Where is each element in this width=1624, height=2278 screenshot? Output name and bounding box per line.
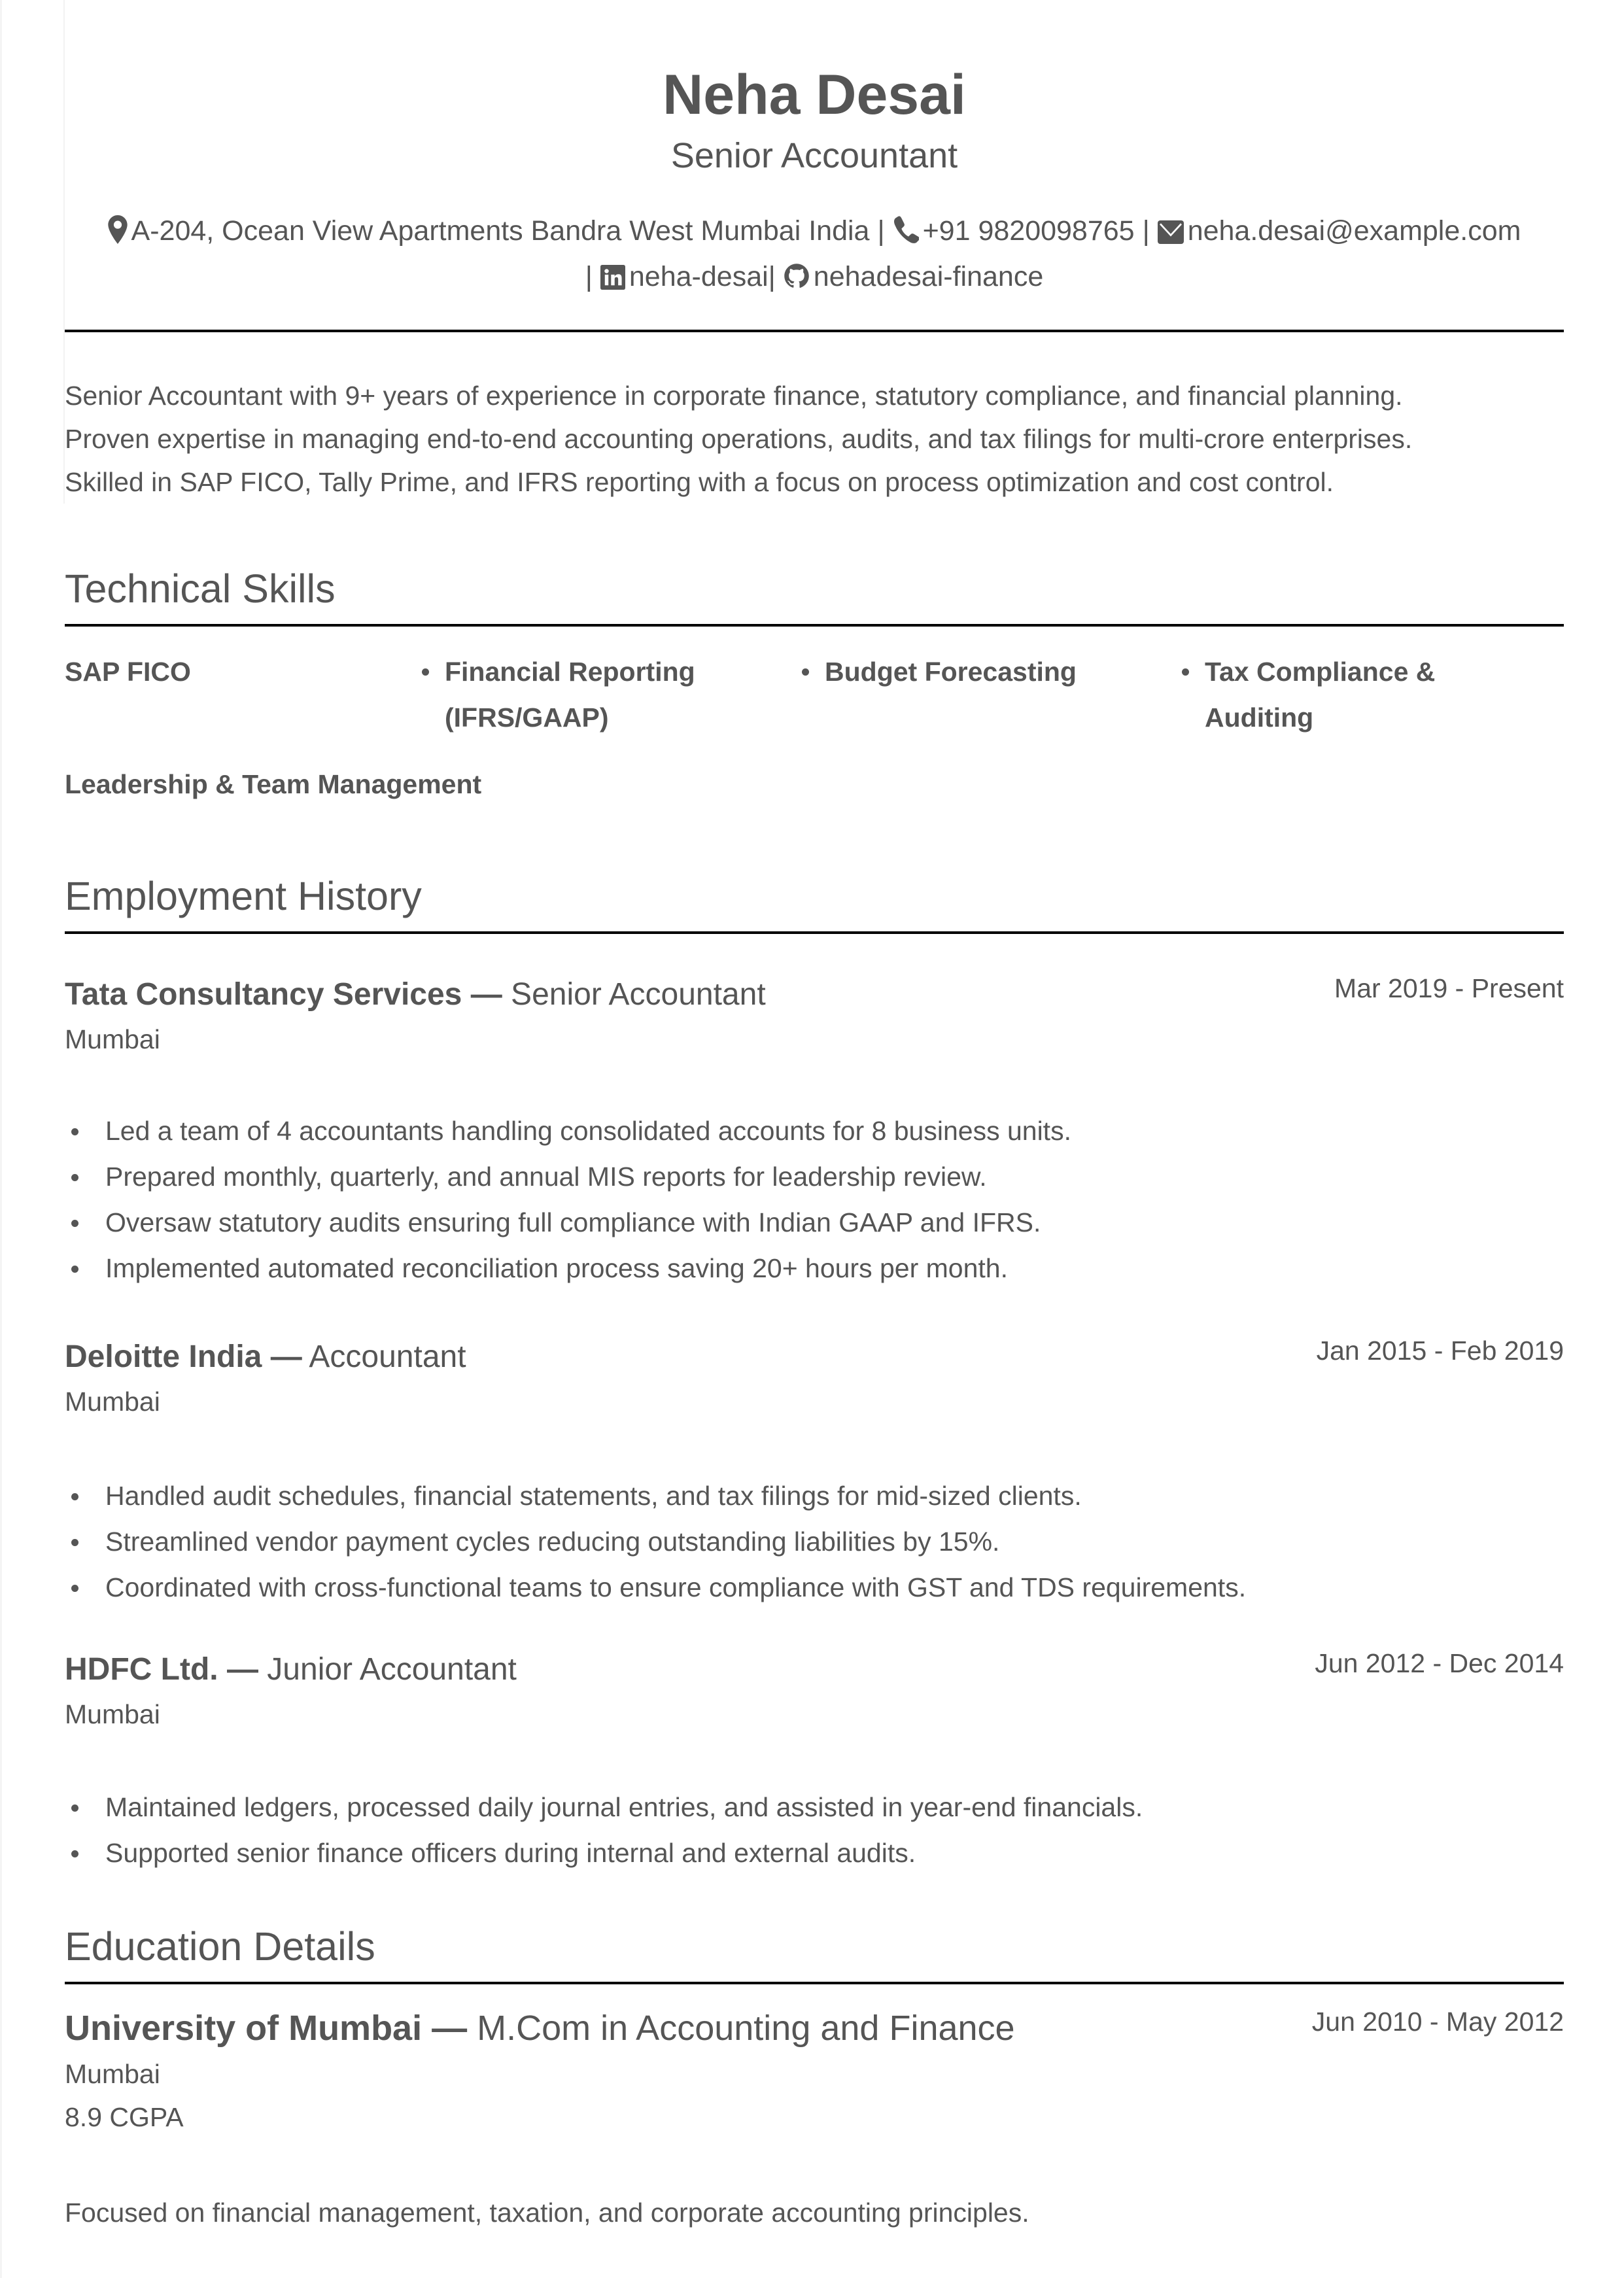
professional-summary — [65, 374, 1564, 504]
bullet-item: Streamlined vendor payment cycles reducing outstanding liabilities by 15%. — [65, 1519, 1564, 1564]
bullet-item: Coordinated with cross-functional teams to ensure compliance with GST and TDS requirements. — [65, 1564, 1564, 1610]
job-entry — [65, 1334, 1564, 1610]
header-divider — [65, 330, 1564, 332]
contact-github[interactable]: nehadesai-finance — [813, 261, 1044, 292]
candidate-title: Senior Accountant — [670, 136, 958, 175]
job-header — [65, 1334, 1564, 1380]
skills-grid — [65, 649, 1564, 807]
contact-phone[interactable]: +91 9820098765 — [922, 215, 1135, 247]
contact-address: A-204, Ocean View Apartments Bandra West Mumbai India — [131, 215, 870, 247]
separator: | — [585, 261, 593, 292]
bullet-item: Oversaw statutory audits ensuring full compliance with Indian GAAP and IFRS. — [65, 1199, 1564, 1245]
job-header — [65, 972, 1564, 1018]
bullet-item: Prepared monthly, quarterly, and annual MIS reports for leadership review. — [65, 1154, 1564, 1199]
linkedin-icon — [600, 265, 625, 290]
contact-linkedin[interactable]: neha-desai — [629, 261, 769, 292]
education-location: Mumbai — [65, 2059, 160, 2089]
job-role: Accountant — [309, 1339, 466, 1374]
education-title-line — [65, 2009, 1015, 2048]
github-icon — [784, 262, 810, 290]
degree: M.Com in Accounting and Finance — [477, 2009, 1015, 2048]
skill-item: Tax Compliance & Auditing — [1205, 649, 1564, 740]
section-divider — [65, 624, 1564, 627]
bullet-item: Implemented automated reconciliation process saving 20+ hours per month. — [65, 1245, 1564, 1291]
job-entry — [65, 1647, 1564, 1876]
institution-name: University of Mumbai — [65, 2009, 423, 2048]
skills-section — [65, 562, 1564, 807]
education-entry — [65, 2005, 1564, 2234]
bullet-item: Led a team of 4 accountants handling consolidated accounts for 8 business units. — [65, 1108, 1564, 1154]
section-title-employment: Employment History — [65, 874, 422, 918]
summary-line: Senior Accountant with 9+ years of experience in corporate finance, statutory compliance, and financial planning. — [65, 381, 1403, 411]
resume-header — [65, 0, 1564, 300]
education-description: Focused on financial management, taxation, and corporate accounting principles. — [65, 2198, 1029, 2228]
contact-line-1 — [65, 208, 1564, 254]
bullet-item: Handled audit schedules, financial statements, and tax filings for mid-sized clients. — [65, 1473, 1564, 1519]
job-role: Junior Accountant — [267, 1652, 517, 1687]
dash: — — [470, 977, 502, 1012]
summary-line: Proven expertise in managing end-to-end accounting operations, audits, and tax filings for multi-crore enterprises. — [65, 424, 1413, 454]
contact-info — [65, 208, 1564, 300]
job-title-line — [65, 977, 766, 1012]
job-dates: Jun 2012 - Dec 2014 — [1315, 1648, 1564, 1678]
company-name: Deloitte India — [65, 1339, 262, 1374]
bullet-item: Maintained ledgers, processed daily journal entries, and assisted in year-end financials. — [65, 1784, 1564, 1830]
contact-line-2 — [65, 254, 1564, 300]
company-name: HDFC Ltd. — [65, 1652, 218, 1687]
job-title-line — [65, 1339, 466, 1374]
skill-item: Leadership & Team Management — [65, 769, 482, 799]
page-edge — [0, 0, 2, 2278]
job-location: Mumbai — [65, 1699, 160, 1729]
skill-item: SAP FICO — [65, 657, 191, 687]
envelope-icon — [1158, 220, 1184, 244]
skill-item: Financial Reporting (IFRS/GAAP) — [445, 649, 825, 740]
job-dates: Mar 2019 - Present — [1334, 973, 1564, 1003]
map-marker-icon — [108, 215, 128, 244]
education-dates: Jun 2010 - May 2012 — [1311, 2007, 1564, 2037]
dash: — — [226, 1652, 258, 1687]
job-title-line — [65, 1652, 517, 1687]
dash: — — [270, 1339, 302, 1374]
separator: | — [768, 261, 776, 292]
section-divider — [65, 1982, 1564, 1984]
job-bullets — [65, 1108, 1564, 1291]
resume-page — [63, 0, 1564, 2228]
skill-item: Budget Forecasting — [825, 649, 1205, 740]
education-section — [65, 1920, 1564, 1984]
contact-email[interactable]: neha.desai@example.com — [1187, 215, 1521, 247]
phone-icon — [893, 215, 919, 244]
education-header — [65, 2005, 1564, 2051]
employment-section — [65, 870, 1564, 934]
separator: | — [877, 215, 885, 247]
summary-line: Skilled in SAP FICO, Tally Prime, and IFRS reporting with a focus on process optimization and cost control. — [65, 467, 1334, 497]
job-location: Mumbai — [65, 1024, 160, 1054]
candidate-name: Neha Desai — [663, 63, 966, 126]
section-title-skills: Technical Skills — [65, 566, 336, 611]
company-name: Tata Consultancy Services — [65, 977, 462, 1012]
section-divider — [65, 931, 1564, 934]
education-grade: 8.9 CGPA — [65, 2102, 184, 2132]
bullet-item: Supported senior finance officers during internal and external audits. — [65, 1830, 1564, 1876]
job-bullets — [65, 1473, 1564, 1610]
job-bullets — [65, 1784, 1564, 1876]
separator: | — [1142, 215, 1150, 247]
section-title-education: Education Details — [65, 1924, 375, 1969]
job-location: Mumbai — [65, 1387, 160, 1417]
job-entry — [65, 972, 1564, 1291]
job-role: Senior Accountant — [511, 977, 766, 1012]
job-dates: Jan 2015 - Feb 2019 — [1316, 1336, 1564, 1366]
job-header — [65, 1647, 1564, 1693]
dash: — — [432, 2009, 468, 2048]
